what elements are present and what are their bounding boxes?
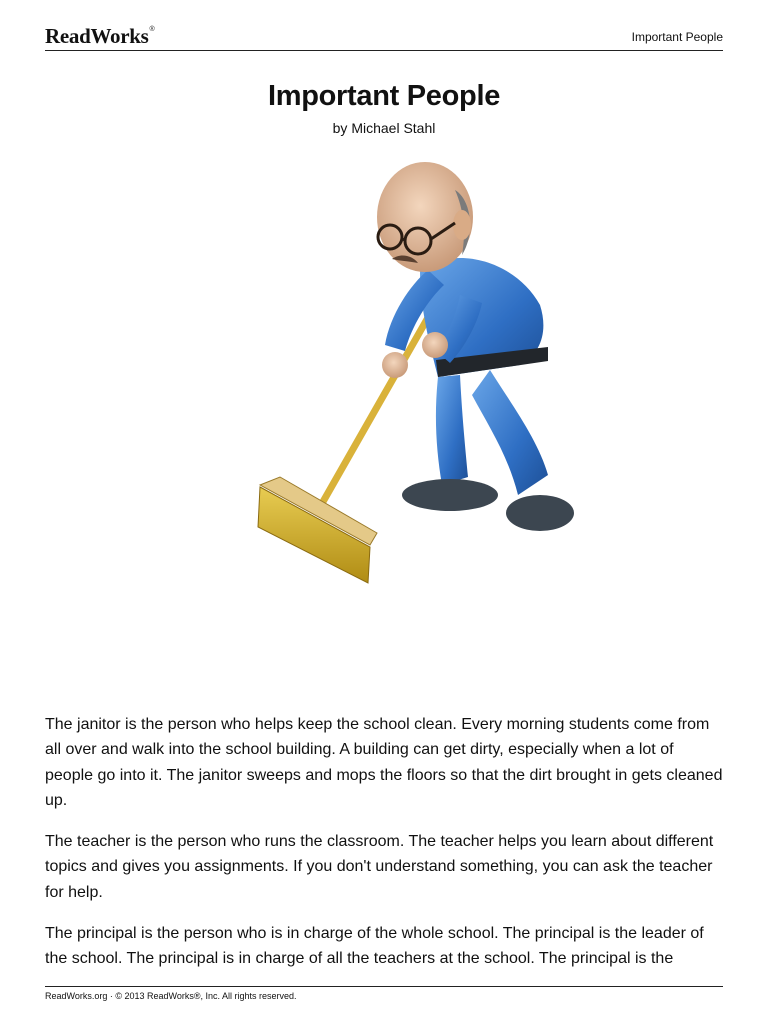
readworks-logo [45, 24, 154, 49]
paragraph-janitor: The janitor is the person who helps keep the school clean. Every morning students come from all over and walk into the school building. A building can get dirty, especially when a lot of people go into it. The janitor sweeps and mops the floors so that the dirt brought in gets cleaned up. [45, 716, 723, 809]
article-body [45, 712, 725, 988]
article-byline: by Michael Stahl [332, 120, 436, 136]
header-document-title: Important People [631, 30, 723, 44]
article-title: Important People [267, 80, 501, 112]
paragraph-teacher: The teacher is the person who runs the classroom. The teacher helps you learn about different topics and gives you assignments. If you don't understand something, you can ask the teacher for help. [45, 833, 714, 901]
janitor-sweeping-illustration [250, 155, 580, 595]
page-header [45, 22, 723, 51]
paragraph-principal: The principal is the person who is in charge of the whole school. The principal is the leader of the school. The principal is in charge of all the teachers at the school. The principal is the [45, 925, 704, 968]
page-footer [45, 986, 723, 1001]
brand-name: ReadWorks [45, 24, 149, 48]
brand-registered-mark: ® [149, 26, 155, 33]
footer-copyright: ReadWorks.org · © 2013 ReadWorks®, Inc. All rights reserved. [45, 991, 297, 1001]
